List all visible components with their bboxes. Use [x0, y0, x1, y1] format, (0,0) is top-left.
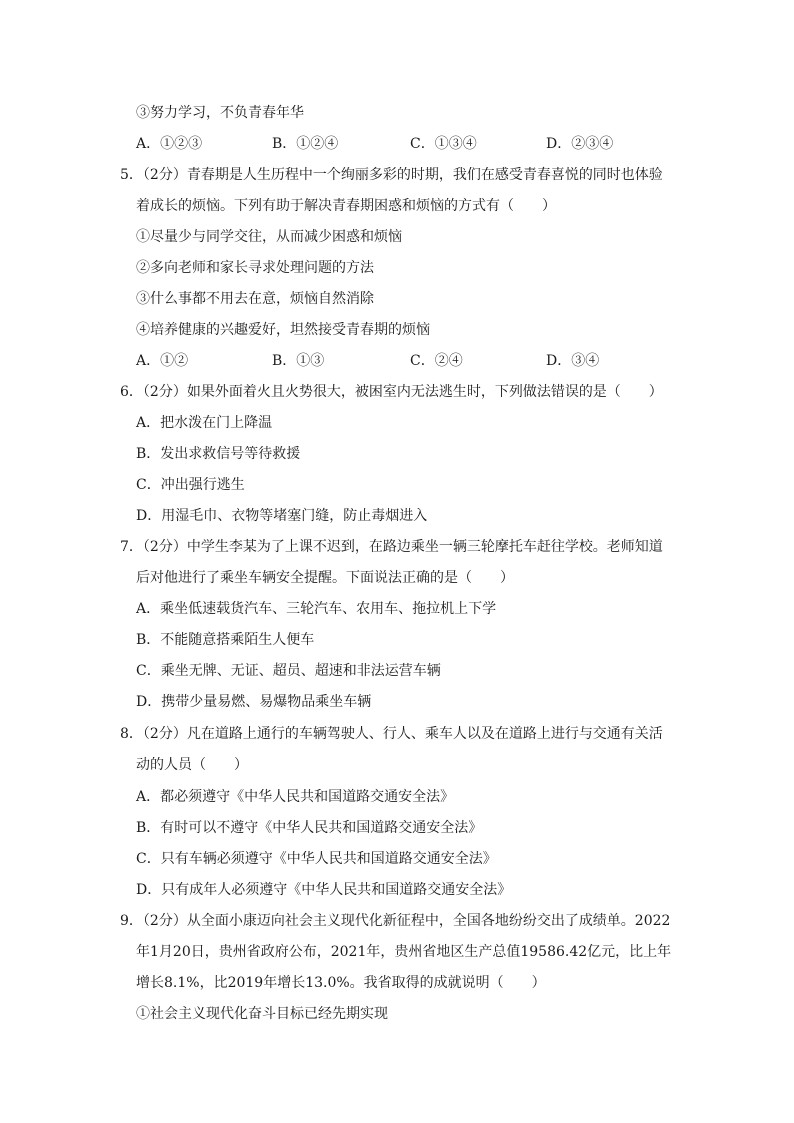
q9-stem-line-3: 增长8.1%，比2019年增长13.0%。我省取得的成就说明（ ） [136, 975, 546, 991]
q8-stem-line-1: 8．（2分）凡在道路上通行的车辆驾驶人、行人、乘车人以及在道路上进行与交通有关活 [120, 726, 663, 742]
q6-option-b: B．发出求救信号等待救援 [136, 446, 301, 462]
q8-option-a: A．都必须遵守《中华人民共和国道路交通安全法》 [136, 789, 455, 805]
q5-item-1: ①尽量少与同学交往，从而减少困惑和烦恼 [136, 229, 402, 245]
q6-option-a: A．把水泼在门上降温 [136, 415, 273, 431]
option-d: D．②③④ [546, 136, 614, 152]
q7-stem-line-1: 7．（2分）中学生李某为了上课不迟到，在路边乘坐一辆三轮摩托车赶往学校。老师知道 [120, 539, 663, 555]
q8-stem-line-2: 动的人员（ ） [136, 757, 248, 773]
q8-option-d: D．只有成年人必须遵守《中华人民共和国道路交通安全法》 [136, 882, 512, 898]
q7-option-d: D．携带少量易燃、易爆物品乘坐车辆 [136, 694, 372, 710]
q7-option-b: B．不能随意搭乘陌生人便车 [136, 632, 315, 648]
q9-stem-line-1: 9．（2分）从全面小康迈向社会主义现代化新征程中，全国各地纷纷交出了成绩单。2022 [120, 913, 671, 929]
q8-option-c: C．只有车辆必须遵守《中华人民共和国道路交通安全法》 [136, 851, 497, 867]
q5-item-3: ③什么事都不用去在意，烦恼自然消除 [136, 291, 374, 307]
pre-item-3: ③努力学习，不负青春年华 [136, 105, 304, 121]
q5-item-2: ②多向老师和家长寻求处理问题的方法 [136, 260, 374, 276]
q9-item-1: ①社会主义现代化奋斗目标已经先期实现 [136, 1006, 388, 1022]
option-a: A．①②③ [136, 136, 203, 152]
q5-item-4: ④培养健康的兴趣爱好，坦然接受青春期的烦恼 [136, 322, 430, 338]
option-a: A．①② [136, 353, 189, 369]
q9-stem-line-2: 年1月20日，贵州省政府公布，2021年，贵州省地区生产总值19586.42亿元，比上年 [136, 944, 672, 960]
option-c: C．①③④ [410, 136, 477, 152]
option-b: B．①③ [272, 353, 325, 369]
q6-option-c: C．冲出强行逃生 [136, 477, 245, 493]
q5-stem-line-1: 5．（2分）青春期是人生历程中一个绚丽多彩的时期，我们在感受青春喜悦的同时也体验 [120, 167, 663, 183]
q6-stem-line-1: 6．（2分）如果外面着火且火势很大，被困室内无法逃生时，下列做法错误的是（ ） [120, 384, 663, 400]
q7-option-a: A．乘坐低速载货汽车、三轮汽车、农用车、拖拉机上下学 [136, 601, 497, 617]
q7-option-c: C．乘坐无牌、无证、超员、超速和非法运营车辆 [136, 663, 441, 679]
q8-option-b: B．有时可以不遵守《中华人民共和国道路交通安全法》 [136, 820, 483, 836]
q6-option-d: D．用湿毛巾、衣物等堵塞门缝，防止毒烟进入 [136, 508, 428, 524]
option-b: B．①②④ [272, 136, 339, 152]
q5-stem-line-2: 着成长的烦恼。下列有助于解决青春期困惑和烦恼的方式有（ ） [136, 198, 556, 214]
option-d: D．③④ [546, 353, 600, 369]
option-c: C．②④ [410, 353, 463, 369]
q7-stem-line-2: 后对他进行了乘坐车辆安全提醒。下面说法正确的是（ ） [136, 570, 514, 586]
